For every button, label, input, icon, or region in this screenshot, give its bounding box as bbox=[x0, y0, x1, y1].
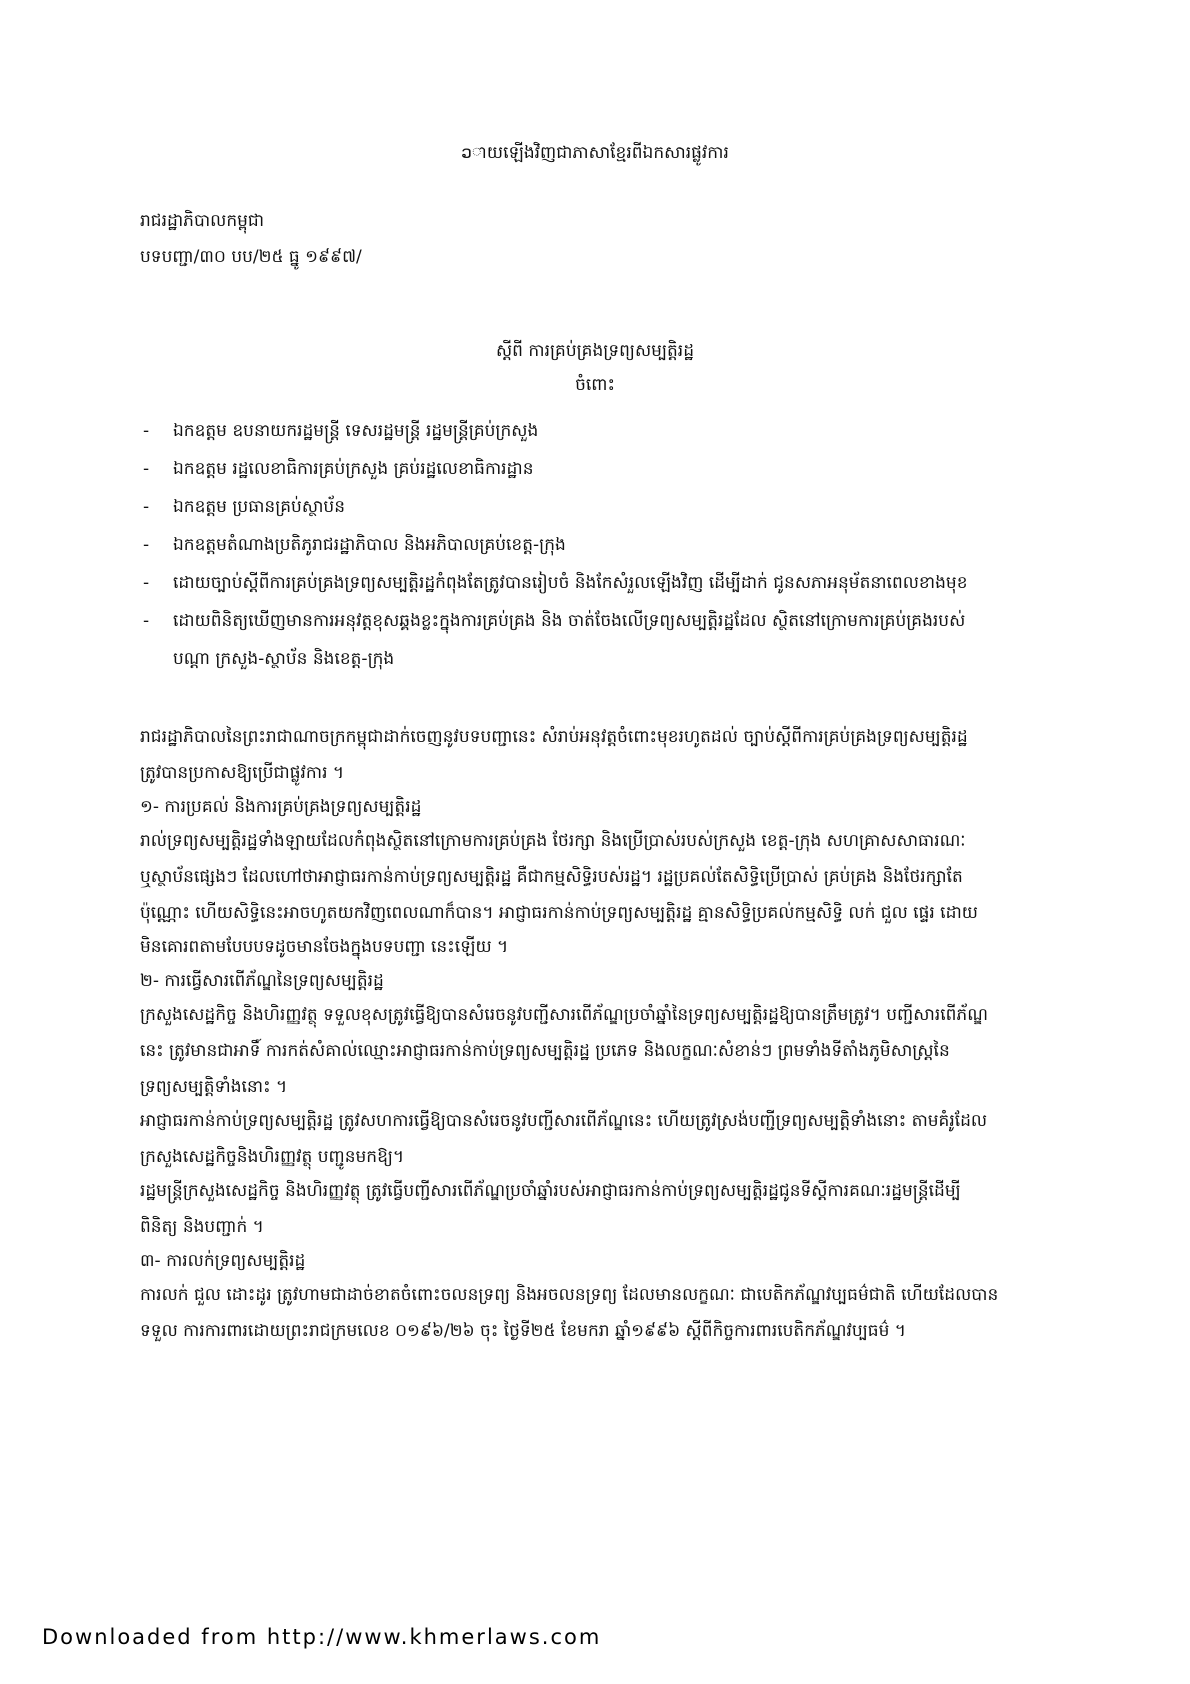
section-line: អាជ្ញាធរកាន់កាប់ទ្រព្យសម្បត្តិរដ្ឋ ត្រូវសហការធ្វើឱ្យបានសំរេចនូវបញ្ជីសារពើភ័ណ្ឌនេះ ហើយត្រូវស្រង់បញ្ជីទ្រព្យសម្បត្តិទាំងនោះ តាមគំរូដែល bbox=[140, 1111, 988, 1131]
issuer-ref: បទបញ្ជា/៣០ បប/២៥ ធ្នូ ១៩៩៧/ bbox=[140, 247, 362, 267]
section-heading: ១- ការប្រគល់ និងការគ្រប់គ្រងទ្រព្យសម្បត្តិរដ្ឋ bbox=[140, 797, 422, 817]
bullet-dash: - bbox=[143, 497, 150, 517]
recipient-item: ឯកឧត្តម ឧបនាយករដ្ឋមន្ត្រី ទេសរដ្ឋមន្ត្រី រដ្ឋមន្ត្រីគ្រប់ក្រសួង bbox=[173, 421, 539, 441]
section-heading: ៣- ការលក់ទ្រព្យសម្បត្តិរដ្ឋ bbox=[140, 1251, 306, 1271]
section-line: ក្រសួងសេដ្ឋកិច្ចនិងហិរញ្ញវត្ថុ បញ្ជូនមកឱ្យ។ bbox=[140, 1147, 405, 1167]
section-line: មិនគោរពតាមបែបបទដូចមានចែងក្នុងបទបញ្ជា នេះឡើយ ។ bbox=[140, 937, 509, 957]
recipient-item: ឯកឧត្តម រដ្ឋលេខាធិការគ្រប់ក្រសួង គ្រប់រដ្ឋលេខាធិការដ្ឋាន bbox=[173, 459, 534, 479]
header-title: ວាយឡើងវិញជាភាសាខ្មែរពីឯកសារផ្លូវការ bbox=[461, 143, 729, 163]
recipient-item: ដោយច្បាប់ស្តីពីការគ្រប់គ្រងទ្រព្យសម្បត្តិរដ្ឋកំពុងតែត្រូវបានរៀបចំ និងកែសំរួលឡើងវិញ ដើម្បីដាក់ ជូនសភាអនុម័តនាពេលខាងមុខ bbox=[173, 573, 968, 593]
recipient-item-continued: បណ្តា ក្រសួង-ស្ថាប័ន និងខេត្ត-ក្រុង bbox=[173, 649, 395, 669]
section-heading: ២- ការធ្វើសារពើភ័ណ្ឌនៃទ្រព្យសម្បត្តិរដ្ឋ bbox=[140, 971, 384, 991]
recipient-item: ឯកឧត្តម ប្រធានគ្រប់ស្ថាប័ន bbox=[173, 497, 346, 517]
bullet-dash: - bbox=[143, 459, 150, 479]
section-line: រាល់ទ្រព្យសម្បត្តិរដ្ឋទាំងឡាយដែលកំពុងស្ថិតនៅក្រោមការគ្រប់គ្រង ថែរក្សា និងប្រើប្រាស់របស់ក្រសួង ខេត្ត-ក្រុង សហគ្រាសសាធារណៈ bbox=[140, 831, 966, 851]
preamble-line: ត្រូវបានប្រកាសឱ្យប្រើជាផ្លូវការ ។ bbox=[140, 763, 345, 783]
section-line: ឬស្ថាប័នផ្សេងៗ ដែលហៅថាអាជ្ញាធរកាន់កាប់ទ្រព្យសម្បត្តិរដ្ឋ គឺជាកម្មសិទ្ធិរបស់រដ្ឋ។ រដ្ឋប្រគល់តែសិទ្ធិប្រើប្រាស់ គ្រប់គ្រង និងថែរក្សាតែ bbox=[140, 867, 963, 887]
recipient-item: ឯកឧត្តមតំណាងប្រតិភូរាជរដ្ឋាភិបាល និងអភិបាលគ្រប់ខេត្ត-ក្រុង bbox=[173, 535, 566, 555]
bullet-dash: - bbox=[143, 611, 150, 631]
bullet-dash: - bbox=[143, 573, 150, 593]
section-line: រដ្ឋមន្ត្រីក្រសួងសេដ្ឋកិច្ច និងហិរញ្ញវត្ថុ ត្រូវធ្វើបញ្ជីសារពើភ័ណ្ឌប្រចាំឆ្នាំរបស់អាជ្ញាធរកាន់កាប់ទ្រព្យសម្បត្តិរដ្ឋជូនទីស្តីការគណៈរដ្ឋមន្ត្រីដើម្បី bbox=[140, 1181, 961, 1201]
subject-title: ស្តីពី ការគ្រប់គ្រងទ្រព្យសម្បត្តិរដ្ឋ bbox=[496, 341, 694, 361]
recipient-item: ដោយពិនិត្យឃើញមានការអនុវត្តខុសឆ្គងខ្លះក្នុងការគ្រប់គ្រង និង ចាត់ចែងលើទ្រព្យសម្បត្តិរដ្ឋដែល ស្ថិតនៅក្រោមការគ្រប់គ្រងរបស់ bbox=[173, 611, 966, 631]
section-line: ទ្រព្យសម្បត្តិទាំងនោះ ។ bbox=[140, 1077, 288, 1097]
download-source-footer: Downloaded from http://www.khmerlaws.com bbox=[42, 1625, 602, 1649]
section-line: នេះ ត្រូវមានជាអាទិ៍ ការកត់សំគាល់ឈ្មោះអាជ្ញាធរកាន់កាប់ទ្រព្យសម្បត្តិរដ្ឋ ប្រភេទ និងលក្ខណៈសំខាន់ៗ ព្រមទាំងទីតាំងភូមិសាស្ត្រនៃ bbox=[140, 1041, 950, 1061]
section-line: ពិនិត្យ និងបញ្ជាក់ ។ bbox=[140, 1217, 264, 1237]
section-line: ទទួល ការការពារដោយព្រះរាជក្រមលេខ ០១៩៦/២៦ ចុះ ថ្ងៃទី២៥ ខែមករា ឆ្នាំ១៩៩៦ ស្តីពីកិច្ចការពារបេតិកភ័ណ្ឌវប្បធម៌ ។ bbox=[140, 1321, 906, 1341]
section-line: ក្រសួងសេដ្ឋកិច្ច និងហិរញ្ញវត្ថុ ទទួលខុសត្រូវធ្វើឱ្យបានសំរេចនូវបញ្ជីសារពើភ័ណ្ឌប្រចាំឆ្នាំនៃទ្រព្យសម្បត្តិរដ្ឋឱ្យបានត្រឹមត្រូវ។ បញ្ជីសារពើភ័ណ្ឌ bbox=[140, 1005, 988, 1025]
preamble-line: រាជរដ្ឋាភិបាលនៃព្រះរាជាណាចក្រកម្ពុជាដាក់ចេញនូវបទបញ្ជានេះ សំរាប់អនុវត្តចំពោះមុខរហូតដល់ ច្បាប់ស្តីពីការគ្រប់គ្រងទ្រព្យសម្បត្តិរដ្ឋ bbox=[140, 727, 968, 747]
bullet-dash: - bbox=[143, 421, 150, 441]
issuer-org: រាជរដ្ឋាភិបាលកម្ពុជា bbox=[140, 211, 265, 231]
section-line: ការលក់ ជួល ដោះដូរ ត្រូវហាមជាដាច់ខាតចំពោះចលនទ្រព្យ និងអចលនទ្រព្យ ដែលមានលក្ខណៈ ជាបេតិកភ័ណ្ឌវប្បធម៌ជាតិ ហើយដែលបាន bbox=[140, 1285, 999, 1305]
section-line: ប៉ុណ្ណោះ ហើយសិទ្ធិនេះអាចហូតយកវិញពេលណាក៏បាន។ អាជ្ញាធរកាន់កាប់ទ្រព្យសម្បត្តិរដ្ឋ គ្មានសិទ្ធិប្រគល់កម្មសិទ្ធិ លក់ ជួល ផ្ទេរ ដោយ bbox=[140, 903, 978, 923]
subject-to: ចំពោះ bbox=[575, 375, 615, 395]
bullet-dash: - bbox=[143, 535, 150, 555]
